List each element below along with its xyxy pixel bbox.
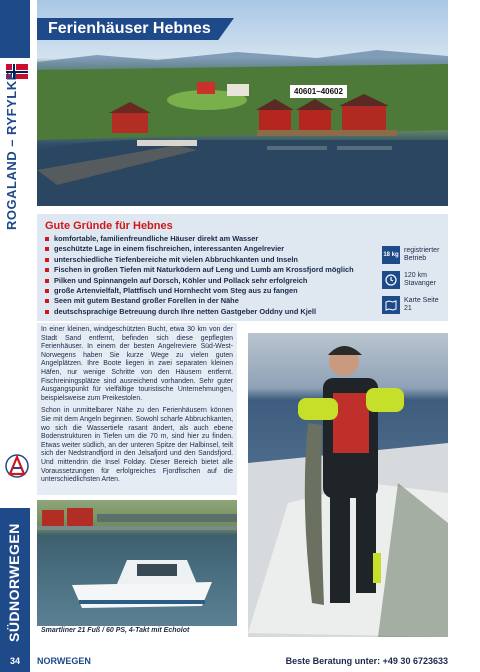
list-item: Fischen in großen Tiefen mit Naturködern auf Leng und Lumb am Krossfjord möglich — [45, 265, 440, 275]
angler-illustration — [248, 333, 448, 637]
sidebar-top-block — [0, 0, 30, 58]
list-item: unterschiedliche Tiefenbereiche mit vielen Abbruchkanten und Inseln — [45, 255, 440, 265]
map-icon — [382, 296, 400, 314]
paragraph: In einer kleinen, windgeschützten Bucht, etwa 30 km von der Stadt Sand entfernt, befinden sich diese gepflegten Ferienhäuser. In einem der besten Angelreviere Süd-West-Norwegens haben Sie kurze Wege zu vielen guten Angelplätzen. Ihre Boote liegen in zwei separaten kleinen Häfen, nur wenige Schritte von den Häusern entfernt. Fischreiningsplätze sind ausreichend vorhanden. Sehr guter Ausgangspunkt für vielfältige touristische Unternehmungen, beispielsweise zum Preikestolen. — [41, 326, 233, 402]
region-label — [4, 206, 19, 230]
list-item: komfortable, familienfreundliche Häuser direkt am Wasser — [45, 234, 440, 244]
brand-logo-icon — [5, 452, 29, 480]
reasons-list — [45, 234, 440, 317]
boat-illustration — [37, 500, 237, 626]
fact-distance — [382, 271, 448, 289]
reasons-title: Gute Gründe für Hebnes — [45, 220, 173, 232]
boat-photo — [37, 500, 237, 626]
list-item: Seen mit gutem Bestand großer Forellen in der Nähe — [45, 296, 440, 306]
angler-photo — [248, 333, 448, 637]
boat-caption: Smartliner 21 Fuß / 60 PS, 4-Takt mit Echolot — [41, 627, 190, 634]
house-number-badge: 40601–40602 — [290, 85, 347, 98]
fact-text: 120 km Stavanger — [404, 271, 436, 287]
paragraph: Schon in unmittelbarer Nähe zu den Ferienhäusern können Sie mit dem Angeln beginnen. Sowohl scharfe Abbruchkanten, wo sich die Wassertiefe rasant ändert, als auch ebene Bodenstrukturen in Tiefen um die 70 m, sind hier zu finden. Etwas weiter südlich, an der unteren Spitze der Halbinsel, teilt sich der Nedstrandfjord in den Jelsafjord und den Sandsfjord. Und mittendrin die Insel Foldøy. Dieser Bereich bietet alle Voraussetzungen für erfolgreiches Fjordfischen auf die unterschiedlichsten Arten. — [41, 407, 233, 484]
facts-column — [382, 246, 448, 321]
fact-text: registrierter Betrieb — [404, 246, 440, 262]
clock-icon — [382, 271, 400, 289]
list-item: geschützte Lage in einem fischreichen, interessanten Angelrevier — [45, 244, 440, 254]
fact-text: Karte Seite 21 — [404, 296, 439, 312]
list-item: deutschsprachige Betreuung durch Ihre netten Gastgeber Oddny und Kjell — [45, 307, 440, 317]
fact-registered — [382, 246, 448, 264]
page-title: Ferienhäuser Hebnes — [48, 20, 211, 37]
country-label: SÜDNORWEGEN — [6, 523, 22, 642]
footer-section: NORWEGEN — [37, 656, 91, 666]
fact-map — [382, 296, 448, 314]
fish-icon: 18 kg — [382, 246, 400, 264]
list-item: große Artenvielfalt, Plattfisch und Hornhecht vom Steg aus zu fangen — [45, 286, 440, 296]
footer-contact: Beste Beratung unter: +49 30 6723633 — [285, 656, 448, 666]
description-text — [37, 323, 237, 495]
list-item: Pilken und Spinnangeln auf Dorsch, Köhler und Pollack sehr erfolgreich — [45, 276, 440, 286]
page-number: 34 — [0, 650, 30, 672]
